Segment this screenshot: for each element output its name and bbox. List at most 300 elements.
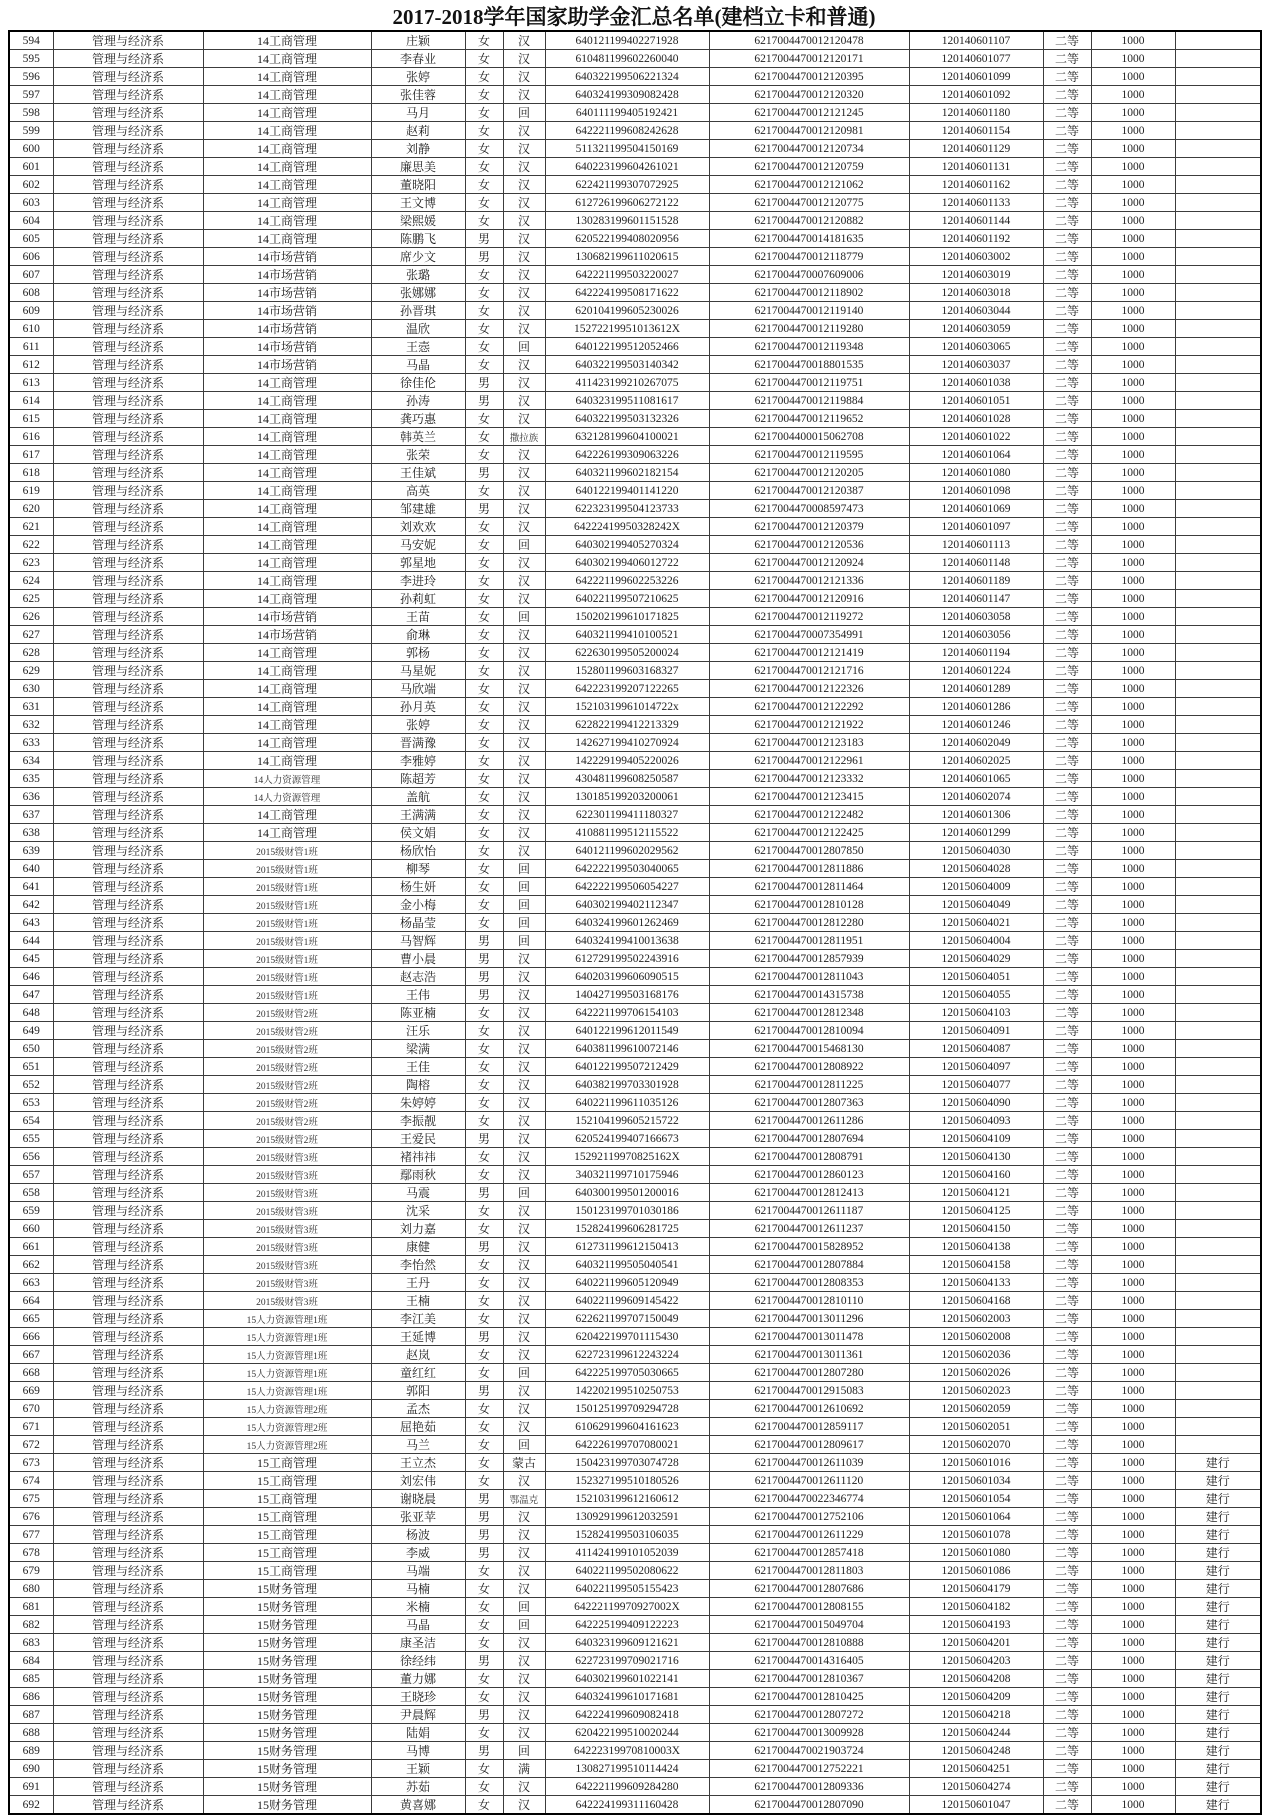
cell-bank-name	[1175, 698, 1261, 716]
cell-no: 664	[9, 1292, 53, 1310]
cell-bank-card: 6217004470012120734	[709, 140, 909, 158]
table-row	[9, 1508, 1261, 1526]
cell-no: 654	[9, 1112, 53, 1130]
cell-class: 15财务管理	[203, 1706, 371, 1724]
cell-bank-card: 6217004470012808155	[709, 1598, 909, 1616]
cell-id-number: 642221199503220027	[545, 266, 709, 284]
cell-class: 15财务管理	[203, 1688, 371, 1706]
cell-bank-name	[1175, 1256, 1261, 1274]
cell-id-number: 622323199504123733	[545, 500, 709, 518]
cell-gender: 男	[465, 968, 503, 986]
cell-gender: 女	[465, 410, 503, 428]
table-row	[9, 1328, 1261, 1346]
cell-grade: 二等	[1043, 878, 1091, 896]
cell-no: 670	[9, 1400, 53, 1418]
cell-amount: 1000	[1091, 248, 1175, 266]
cell-dept: 管理与经济系	[53, 518, 203, 536]
cell-grade: 二等	[1043, 608, 1091, 626]
cell-ethnicity: 汉	[503, 1310, 545, 1328]
cell-bank-card: 6217004470012119272	[709, 608, 909, 626]
cell-id-number: 640223199604261021	[545, 158, 709, 176]
cell-bank-card: 6217004400015062708	[709, 428, 909, 446]
cell-dept: 管理与经济系	[53, 104, 203, 122]
cell-class: 14工商管理	[203, 446, 371, 464]
cell-student-id: 120150602051	[909, 1418, 1043, 1436]
cell-bank-card: 6217004470012120775	[709, 194, 909, 212]
cell-amount: 1000	[1091, 734, 1175, 752]
cell-student-id: 120140601147	[909, 590, 1043, 608]
cell-bank-name	[1175, 842, 1261, 860]
cell-ethnicity: 汉	[503, 122, 545, 140]
cell-gender: 女	[465, 50, 503, 68]
cell-class: 2015级财管2班	[203, 1058, 371, 1076]
cell-name: 柳琴	[371, 860, 465, 878]
cell-gender: 女	[465, 518, 503, 536]
table-row	[9, 752, 1261, 770]
cell-ethnicity: 汉	[503, 50, 545, 68]
cell-bank-card: 6217004470012811225	[709, 1076, 909, 1094]
cell-student-id: 120150602059	[909, 1400, 1043, 1418]
cell-ethnicity: 汉	[503, 968, 545, 986]
cell-name: 马端	[371, 1562, 465, 1580]
cell-grade: 二等	[1043, 68, 1091, 86]
cell-name: 沈采	[371, 1202, 465, 1220]
table-row	[9, 968, 1261, 986]
cell-id-number: 620422199701115430	[545, 1328, 709, 1346]
cell-amount: 1000	[1091, 1724, 1175, 1742]
cell-id-number: 640302199406012722	[545, 554, 709, 572]
cell-no: 623	[9, 554, 53, 572]
cell-amount: 1000	[1091, 1508, 1175, 1526]
cell-grade: 二等	[1043, 1184, 1091, 1202]
cell-gender: 男	[465, 986, 503, 1004]
table-row	[9, 1040, 1261, 1058]
cell-student-id: 120140601051	[909, 392, 1043, 410]
cell-dept: 管理与经济系	[53, 338, 203, 356]
cell-gender: 女	[465, 1760, 503, 1778]
cell-gender: 女	[465, 1562, 503, 1580]
cell-no: 619	[9, 482, 53, 500]
cell-ethnicity: 汉	[503, 1112, 545, 1130]
cell-no: 639	[9, 842, 53, 860]
cell-class: 15人力资源管理1班	[203, 1346, 371, 1364]
cell-no: 628	[9, 644, 53, 662]
cell-student-id: 120150604179	[909, 1580, 1043, 1598]
table-row	[9, 914, 1261, 932]
cell-bank-name	[1175, 1058, 1261, 1076]
table-row	[9, 1490, 1261, 1508]
cell-student-id: 120150601064	[909, 1508, 1043, 1526]
cell-dept: 管理与经济系	[53, 536, 203, 554]
cell-dept: 管理与经济系	[53, 1454, 203, 1472]
cell-id-number: 640300199501200016	[545, 1184, 709, 1202]
cell-id-number: 640121199402271928	[545, 31, 709, 50]
table-row	[9, 860, 1261, 878]
cell-grade: 二等	[1043, 716, 1091, 734]
cell-gender: 女	[465, 770, 503, 788]
cell-grade: 二等	[1043, 1760, 1091, 1778]
cell-bank-name	[1175, 518, 1261, 536]
cell-bank-card: 6217004470012123332	[709, 770, 909, 788]
cell-id-number: 640302199405270324	[545, 536, 709, 554]
cell-student-id: 120140603044	[909, 302, 1043, 320]
table-row	[9, 212, 1261, 230]
cell-dept: 管理与经济系	[53, 608, 203, 626]
cell-amount: 1000	[1091, 1760, 1175, 1778]
cell-ethnicity: 汉	[503, 1202, 545, 1220]
cell-amount: 1000	[1091, 374, 1175, 392]
cell-class: 2015级财管1班	[203, 878, 371, 896]
cell-amount: 1000	[1091, 1202, 1175, 1220]
cell-amount: 1000	[1091, 1346, 1175, 1364]
cell-id-number: 410881199512115522	[545, 824, 709, 842]
table-row	[9, 158, 1261, 176]
cell-amount: 1000	[1091, 140, 1175, 158]
cell-ethnicity: 回	[503, 1616, 545, 1634]
cell-amount: 1000	[1091, 716, 1175, 734]
cell-ethnicity: 回	[503, 338, 545, 356]
cell-bank-name	[1175, 1022, 1261, 1040]
cell-amount: 1000	[1091, 1184, 1175, 1202]
cell-id-number: 642226199309063226	[545, 446, 709, 464]
cell-grade: 二等	[1043, 158, 1091, 176]
cell-amount: 1000	[1091, 1256, 1175, 1274]
cell-class: 14工商管理	[203, 410, 371, 428]
cell-name: 王楠	[371, 1292, 465, 1310]
cell-bank-card: 6217004470012118902	[709, 284, 909, 302]
cell-id-number: 640221199507210625	[545, 590, 709, 608]
cell-name: 谢晓晨	[371, 1490, 465, 1508]
cell-no: 604	[9, 212, 53, 230]
cell-name: 俞琳	[371, 626, 465, 644]
cell-amount: 1000	[1091, 1670, 1175, 1688]
cell-bank-name	[1175, 140, 1261, 158]
table-row	[9, 896, 1261, 914]
cell-gender: 男	[465, 1184, 503, 1202]
cell-bank-name: 建行	[1175, 1508, 1261, 1526]
cell-student-id: 120150604055	[909, 986, 1043, 1004]
cell-gender: 女	[465, 1418, 503, 1436]
cell-dept: 管理与经济系	[53, 554, 203, 572]
cell-no: 672	[9, 1436, 53, 1454]
cell-class: 14工商管理	[203, 590, 371, 608]
cell-id-number: 640122199512052466	[545, 338, 709, 356]
cell-bank-card: 6217004470012807686	[709, 1580, 909, 1598]
cell-gender: 女	[465, 572, 503, 590]
cell-no: 596	[9, 68, 53, 86]
cell-gender: 女	[465, 122, 503, 140]
cell-bank-card: 6217004470012121716	[709, 662, 909, 680]
table-row	[9, 572, 1261, 590]
cell-grade: 二等	[1043, 1670, 1091, 1688]
cell-amount: 1000	[1091, 68, 1175, 86]
cell-name: 王立杰	[371, 1454, 465, 1472]
cell-gender: 女	[465, 1076, 503, 1094]
cell-ethnicity: 汉	[503, 1562, 545, 1580]
cell-ethnicity: 汉	[503, 734, 545, 752]
cell-ethnicity: 回	[503, 1436, 545, 1454]
cell-no: 666	[9, 1328, 53, 1346]
cell-gender: 女	[465, 554, 503, 572]
cell-name: 刘欢欢	[371, 518, 465, 536]
cell-student-id: 120140601129	[909, 140, 1043, 158]
cell-class: 15人力资源管理1班	[203, 1382, 371, 1400]
cell-id-number: 640111199405192421	[545, 104, 709, 122]
cell-dept: 管理与经济系	[53, 1382, 203, 1400]
cell-no: 674	[9, 1472, 53, 1490]
cell-name: 张佳蓉	[371, 86, 465, 104]
cell-bank-name	[1175, 1112, 1261, 1130]
cell-bank-card: 6217004470012611286	[709, 1112, 909, 1130]
cell-bank-card: 6217004470012810367	[709, 1670, 909, 1688]
cell-student-id: 120140601064	[909, 446, 1043, 464]
cell-grade: 二等	[1043, 1562, 1091, 1580]
cell-grade: 二等	[1043, 806, 1091, 824]
cell-bank-card: 6217004470012122292	[709, 698, 909, 716]
cell-bank-name	[1175, 590, 1261, 608]
cell-grade: 二等	[1043, 1742, 1091, 1760]
cell-bank-card: 6217004470013009928	[709, 1724, 909, 1742]
cell-amount: 1000	[1091, 968, 1175, 986]
cell-gender: 女	[465, 1724, 503, 1742]
cell-bank-name	[1175, 1346, 1261, 1364]
cell-class: 14工商管理	[203, 680, 371, 698]
cell-dept: 管理与经济系	[53, 284, 203, 302]
table-row	[9, 1076, 1261, 1094]
cell-bank-name	[1175, 1220, 1261, 1238]
cell-amount: 1000	[1091, 914, 1175, 932]
cell-name: 孙月英	[371, 698, 465, 716]
cell-student-id: 120140601131	[909, 158, 1043, 176]
cell-gender: 男	[465, 1742, 503, 1760]
cell-student-id: 120140601180	[909, 104, 1043, 122]
cell-no: 649	[9, 1022, 53, 1040]
cell-dept: 管理与经济系	[53, 1346, 203, 1364]
table-row	[9, 1742, 1261, 1760]
cell-id-number: 612726199606272122	[545, 194, 709, 212]
cell-class: 2015级财管2班	[203, 1004, 371, 1022]
cell-student-id: 120150604087	[909, 1040, 1043, 1058]
cell-name: 龚巧惠	[371, 410, 465, 428]
cell-dept: 管理与经济系	[53, 590, 203, 608]
cell-name: 黄喜娜	[371, 1796, 465, 1815]
cell-gender: 女	[465, 626, 503, 644]
cell-bank-card: 6217004470012811803	[709, 1562, 909, 1580]
cell-id-number: 640321199602182154	[545, 464, 709, 482]
cell-gender: 女	[465, 1004, 503, 1022]
cell-id-number: 130929199612032591	[545, 1508, 709, 1526]
table-row	[9, 374, 1261, 392]
cell-grade: 二等	[1043, 1130, 1091, 1148]
cell-ethnicity: 汉	[503, 176, 545, 194]
cell-grade: 二等	[1043, 1148, 1091, 1166]
cell-class: 2015级财管2班	[203, 1094, 371, 1112]
cell-class: 15财务管理	[203, 1634, 371, 1652]
table-row	[9, 1778, 1261, 1796]
cell-ethnicity: 汉	[503, 1508, 545, 1526]
cell-amount: 1000	[1091, 158, 1175, 176]
table-row	[9, 1724, 1261, 1742]
cell-grade: 二等	[1043, 644, 1091, 662]
cell-class: 14市场营销	[203, 338, 371, 356]
cell-dept: 管理与经济系	[53, 392, 203, 410]
cell-gender: 男	[465, 464, 503, 482]
cell-bank-card: 6217004470008597473	[709, 500, 909, 518]
cell-gender: 女	[465, 1634, 503, 1652]
cell-bank-name	[1175, 608, 1261, 626]
cell-gender: 女	[465, 212, 503, 230]
cell-grade: 二等	[1043, 788, 1091, 806]
cell-no: 658	[9, 1184, 53, 1202]
cell-no: 668	[9, 1364, 53, 1382]
cell-dept: 管理与经济系	[53, 986, 203, 1004]
cell-bank-card: 6217004470007354991	[709, 626, 909, 644]
cell-bank-card: 6217004470012120924	[709, 554, 909, 572]
table-row	[9, 1382, 1261, 1400]
cell-student-id: 120150604193	[909, 1616, 1043, 1634]
table-row	[9, 1220, 1261, 1238]
cell-name: 孙莉虹	[371, 590, 465, 608]
cell-class: 15人力资源管理1班	[203, 1328, 371, 1346]
table-row	[9, 86, 1261, 104]
cell-dept: 管理与经济系	[53, 1760, 203, 1778]
cell-bank-card: 6217004470012122961	[709, 752, 909, 770]
cell-bank-card: 6217004470012811951	[709, 932, 909, 950]
cell-bank-card: 6217004470012610692	[709, 1400, 909, 1418]
cell-dept: 管理与经济系	[53, 1220, 203, 1238]
table-row	[9, 1652, 1261, 1670]
cell-bank-name	[1175, 572, 1261, 590]
cell-amount: 1000	[1091, 1598, 1175, 1616]
cell-bank-name	[1175, 86, 1261, 104]
cell-ethnicity: 汉	[503, 86, 545, 104]
cell-student-id: 120140603065	[909, 338, 1043, 356]
cell-name: 尹晨辉	[371, 1706, 465, 1724]
table-row	[9, 590, 1261, 608]
cell-dept: 管理与经济系	[53, 320, 203, 338]
cell-bank-name	[1175, 680, 1261, 698]
cell-class: 14工商管理	[203, 482, 371, 500]
cell-no: 642	[9, 896, 53, 914]
cell-class: 14工商管理	[203, 554, 371, 572]
cell-dept: 管理与经济系	[53, 1580, 203, 1598]
cell-bank-name	[1175, 914, 1261, 932]
cell-dept: 管理与经济系	[53, 140, 203, 158]
cell-dept: 管理与经济系	[53, 1796, 203, 1815]
cell-class: 2015级财管3班	[203, 1202, 371, 1220]
cell-ethnicity: 汉	[503, 1670, 545, 1688]
cell-id-number: 640324199601262469	[545, 914, 709, 932]
cell-id-number: 152824199503106035	[545, 1526, 709, 1544]
cell-no: 669	[9, 1382, 53, 1400]
cell-bank-name	[1175, 284, 1261, 302]
cell-id-number: 612731199612150413	[545, 1238, 709, 1256]
cell-bank-name	[1175, 31, 1261, 50]
cell-no: 601	[9, 158, 53, 176]
cell-dept: 管理与经济系	[53, 1112, 203, 1130]
cell-grade: 二等	[1043, 230, 1091, 248]
cell-name: 梁满	[371, 1040, 465, 1058]
cell-grade: 二等	[1043, 1022, 1091, 1040]
cell-dept: 管理与经济系	[53, 1616, 203, 1634]
cell-dept: 管理与经济系	[53, 1310, 203, 1328]
cell-bank-card: 6217004470012811464	[709, 878, 909, 896]
cell-id-number: 642221199608242628	[545, 122, 709, 140]
cell-ethnicity: 汉	[503, 392, 545, 410]
cell-amount: 1000	[1091, 338, 1175, 356]
cell-grade: 二等	[1043, 1328, 1091, 1346]
table-row	[9, 446, 1261, 464]
cell-student-id: 120150604201	[909, 1634, 1043, 1652]
cell-bank-card: 6217004470012120478	[709, 31, 909, 50]
cell-gender: 女	[465, 1796, 503, 1815]
table-row	[9, 284, 1261, 302]
cell-ethnicity: 回	[503, 1742, 545, 1760]
table-row	[9, 1112, 1261, 1130]
cell-amount: 1000	[1091, 176, 1175, 194]
table-row	[9, 1760, 1261, 1778]
cell-student-id: 120140601144	[909, 212, 1043, 230]
cell-no: 640	[9, 860, 53, 878]
table-row	[9, 410, 1261, 428]
cell-name: 张婷	[371, 716, 465, 734]
cell-no: 627	[9, 626, 53, 644]
cell-gender: 男	[465, 500, 503, 518]
cell-no: 626	[9, 608, 53, 626]
cell-no: 603	[9, 194, 53, 212]
cell-gender: 女	[465, 590, 503, 608]
cell-student-id: 120150604150	[909, 1220, 1043, 1238]
cell-id-number: 620522199408020956	[545, 230, 709, 248]
cell-name: 刘宏伟	[371, 1472, 465, 1490]
cell-bank-name	[1175, 1184, 1261, 1202]
cell-bank-card: 6217004470013011478	[709, 1328, 909, 1346]
cell-class: 15财务管理	[203, 1778, 371, 1796]
cell-student-id: 120140603056	[909, 626, 1043, 644]
cell-class: 14工商管理	[203, 374, 371, 392]
cell-bank-card: 6217004470012807280	[709, 1364, 909, 1382]
cell-dept: 管理与经济系	[53, 68, 203, 86]
cell-grade: 二等	[1043, 1400, 1091, 1418]
cell-bank-name: 建行	[1175, 1688, 1261, 1706]
cell-ethnicity: 回	[503, 932, 545, 950]
cell-bank-card: 6217004470012752106	[709, 1508, 909, 1526]
cell-amount: 1000	[1091, 1148, 1175, 1166]
cell-student-id: 120150604133	[909, 1274, 1043, 1292]
cell-amount: 1000	[1091, 1130, 1175, 1148]
cell-no: 646	[9, 968, 53, 986]
cell-amount: 1000	[1091, 1400, 1175, 1418]
cell-id-number: 340321199710175946	[545, 1166, 709, 1184]
table-row	[9, 932, 1261, 950]
cell-bank-name	[1175, 1040, 1261, 1058]
cell-gender: 女	[465, 860, 503, 878]
table-row	[9, 1634, 1261, 1652]
cell-bank-name: 建行	[1175, 1580, 1261, 1598]
cell-dept: 管理与经济系	[53, 248, 203, 266]
cell-id-number: 130283199601151528	[545, 212, 709, 230]
cell-ethnicity: 汉	[503, 680, 545, 698]
cell-id-number: 622301199411180327	[545, 806, 709, 824]
cell-no: 678	[9, 1544, 53, 1562]
cell-class: 15财务管理	[203, 1760, 371, 1778]
cell-student-id: 120140601154	[909, 122, 1043, 140]
cell-student-id: 120140603058	[909, 608, 1043, 626]
cell-no: 614	[9, 392, 53, 410]
table-row	[9, 662, 1261, 680]
cell-bank-card: 6217004470012807850	[709, 842, 909, 860]
cell-bank-name	[1175, 374, 1261, 392]
